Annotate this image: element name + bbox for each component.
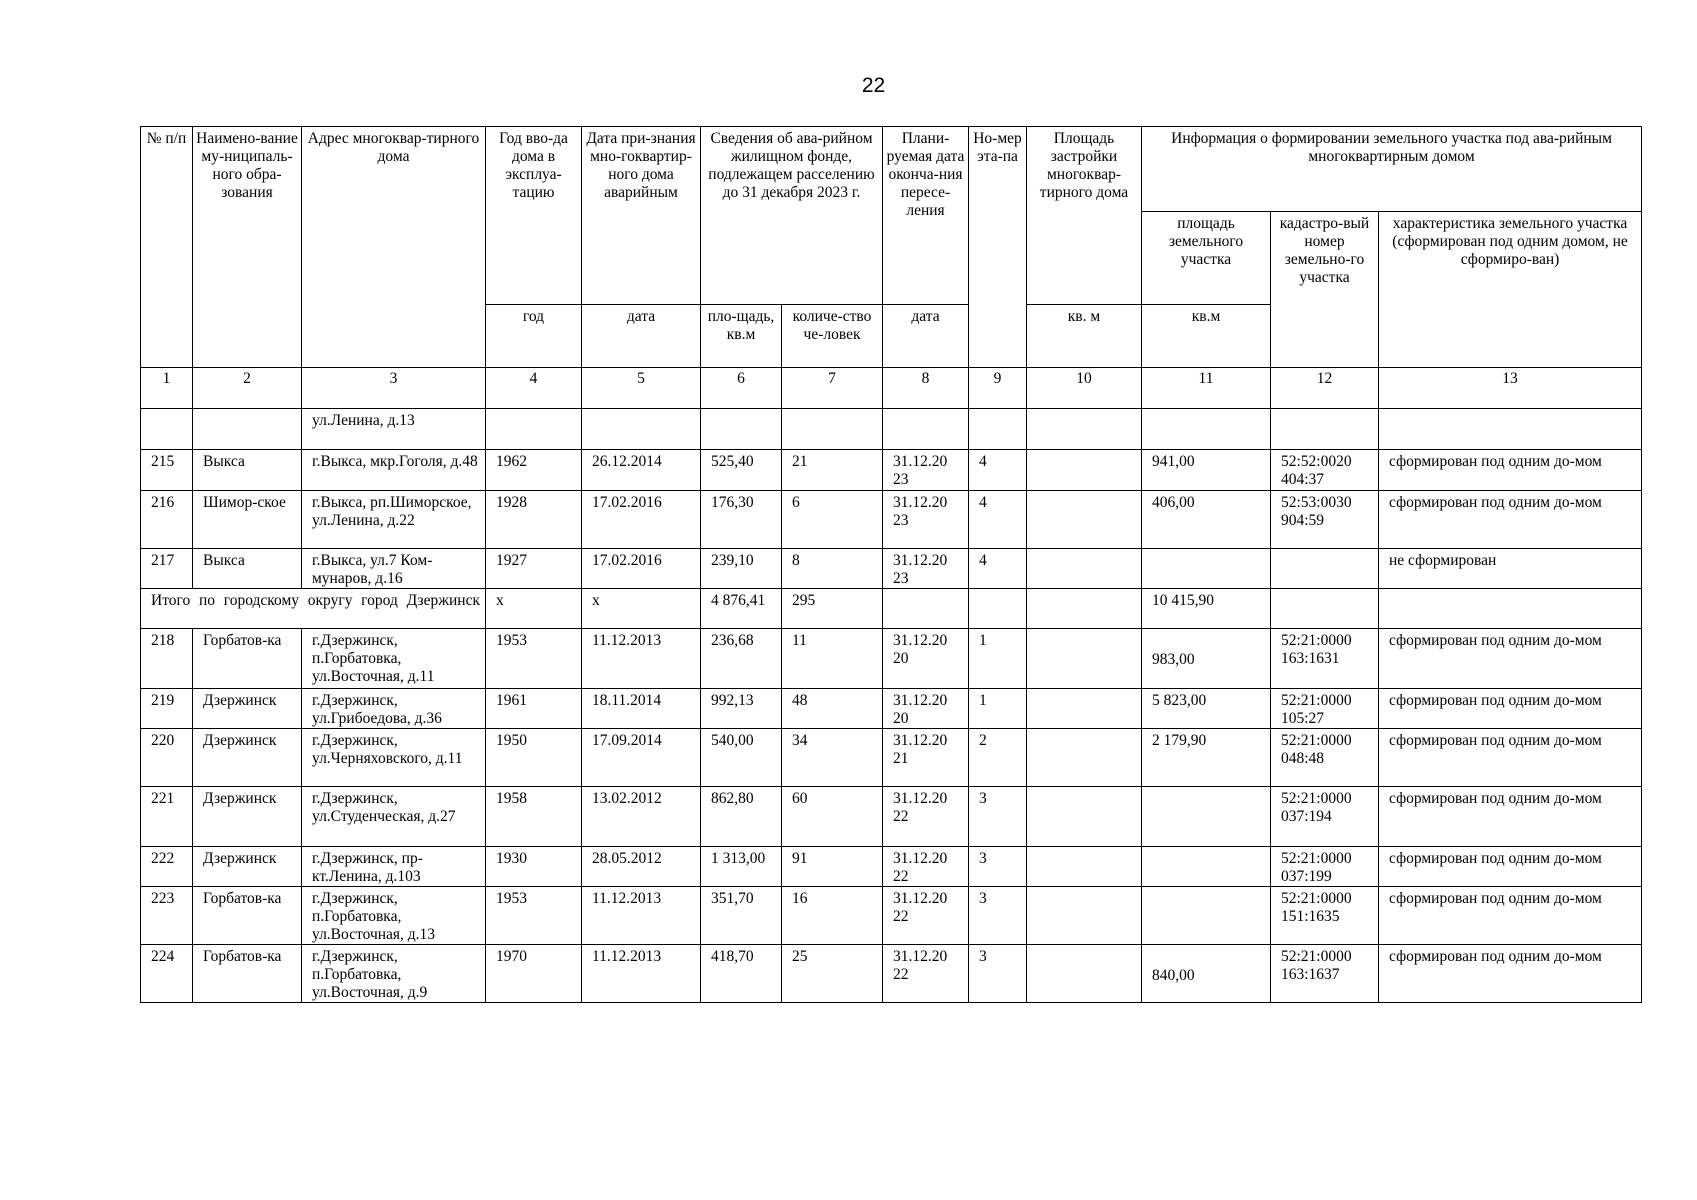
row-number: 223 bbox=[141, 887, 193, 945]
cadastral-number: 52:21:0000 037:194 bbox=[1271, 787, 1379, 847]
stage-number: 1 bbox=[969, 689, 1027, 729]
recognition-date: 13.02.2012 bbox=[582, 787, 701, 847]
table-body bbox=[141, 368, 1642, 1003]
recognition-date: 18.11.2014 bbox=[582, 689, 701, 729]
table-row bbox=[141, 729, 1642, 787]
unit-plan-date: дата bbox=[883, 305, 969, 368]
built-area bbox=[1027, 629, 1142, 689]
housing-area: 236,68 bbox=[701, 629, 782, 689]
recognition-date: 17.09.2014 bbox=[582, 729, 701, 787]
land-area bbox=[1142, 847, 1271, 887]
empty-cell bbox=[782, 409, 883, 450]
municipality: Выкса bbox=[193, 450, 302, 491]
table-row bbox=[141, 887, 1642, 945]
land-area: 983,00 bbox=[1142, 629, 1271, 689]
recognition-date: 17.02.2016 bbox=[582, 549, 701, 589]
empty-cell bbox=[883, 409, 969, 450]
empty-cell bbox=[883, 589, 969, 629]
cadastral-number: 52:21:0000 037:199 bbox=[1271, 847, 1379, 887]
municipality: Дзержинск bbox=[193, 729, 302, 787]
column-number: 13 bbox=[1379, 368, 1642, 409]
total-year: х bbox=[486, 589, 582, 629]
land-area: 5 823,00 bbox=[1142, 689, 1271, 729]
address: г.Дзержинск, п.Горбатовка, ул.Восточная, д.9 bbox=[302, 945, 486, 1003]
housing-area: 239,10 bbox=[701, 549, 782, 589]
unit-built-area: кв. м bbox=[1027, 305, 1142, 368]
planned-date: 31.12.20 20 bbox=[883, 689, 969, 729]
stage-number: 3 bbox=[969, 945, 1027, 1003]
total-row bbox=[141, 589, 1642, 629]
housing-area: 862,80 bbox=[701, 787, 782, 847]
empty-cell bbox=[1379, 409, 1642, 450]
people-count: 60 bbox=[782, 787, 883, 847]
column-number: 3 bbox=[302, 368, 486, 409]
municipality: Шимор-ское bbox=[193, 491, 302, 549]
land-area: 406,00 bbox=[1142, 491, 1271, 549]
empty-cell bbox=[1271, 409, 1379, 450]
housing-area: 992,13 bbox=[701, 689, 782, 729]
year-built: 1950 bbox=[486, 729, 582, 787]
recognition-date: 11.12.2013 bbox=[582, 629, 701, 689]
housing-area: 351,70 bbox=[701, 887, 782, 945]
recognition-date: 11.12.2013 bbox=[582, 887, 701, 945]
land-area bbox=[1142, 887, 1271, 945]
table-row bbox=[141, 491, 1642, 549]
land-characteristic: сформирован под одним до-мом bbox=[1379, 887, 1642, 945]
header-stage: Но-мер эта-па bbox=[969, 127, 1027, 368]
municipality: Горбатов-ка bbox=[193, 629, 302, 689]
cadastral-number: 52:21:0000 151:1635 bbox=[1271, 887, 1379, 945]
row-number: 224 bbox=[141, 945, 193, 1003]
empty-cell bbox=[1027, 409, 1142, 450]
cadastral-number: 52:52:0020 404:37 bbox=[1271, 450, 1379, 491]
built-area bbox=[1027, 945, 1142, 1003]
header-planned-date: Плани-руемая дата оконча-ния пересе-ления bbox=[883, 127, 969, 305]
continuation-address: ул.Ленина, д.13 bbox=[302, 409, 486, 450]
housing-area: 525,40 bbox=[701, 450, 782, 491]
land-area: 840,00 bbox=[1142, 945, 1271, 1003]
built-area bbox=[1027, 491, 1142, 549]
stage-number: 2 bbox=[969, 729, 1027, 787]
cadastral-number: 52:21:0000 048:48 bbox=[1271, 729, 1379, 787]
land-area: 2 179,90 bbox=[1142, 729, 1271, 787]
table-row bbox=[141, 847, 1642, 887]
year-built: 1962 bbox=[486, 450, 582, 491]
table-row bbox=[141, 629, 1642, 689]
housing-area: 176,30 bbox=[701, 491, 782, 549]
cadastral-number: 52:21:0000 163:1637 bbox=[1271, 945, 1379, 1003]
year-built: 1927 bbox=[486, 549, 582, 589]
column-number: 12 bbox=[1271, 368, 1379, 409]
built-area bbox=[1027, 787, 1142, 847]
column-number: 5 bbox=[582, 368, 701, 409]
land-characteristic: сформирован под одним до-мом bbox=[1379, 847, 1642, 887]
column-number: 10 bbox=[1027, 368, 1142, 409]
continuation-row bbox=[141, 409, 1642, 450]
empty-cell bbox=[969, 589, 1027, 629]
header-land-char: характеристика земельного участка (сформирован под одним домом, не сформиро-ван) bbox=[1379, 212, 1642, 368]
column-number: 2 bbox=[193, 368, 302, 409]
people-count: 34 bbox=[782, 729, 883, 787]
cadastral-number: 52:53:0030 904:59 bbox=[1271, 491, 1379, 549]
municipality: Дзержинск bbox=[193, 787, 302, 847]
column-number: 6 bbox=[701, 368, 782, 409]
address: г.Выкса, мкр.Гоголя, д.48 bbox=[302, 450, 486, 491]
year-built: 1970 bbox=[486, 945, 582, 1003]
row-number: 221 bbox=[141, 787, 193, 847]
municipality: Дзержинск bbox=[193, 689, 302, 729]
year-built: 1928 bbox=[486, 491, 582, 549]
empty-cell bbox=[582, 409, 701, 450]
land-area bbox=[1142, 549, 1271, 589]
people-count: 16 bbox=[782, 887, 883, 945]
built-area bbox=[1027, 847, 1142, 887]
address: г.Дзержинск, п.Горбатовка, ул.Восточная, д.13 bbox=[302, 887, 486, 945]
empty-cell bbox=[486, 409, 582, 450]
built-area bbox=[1027, 887, 1142, 945]
housing-area: 418,70 bbox=[701, 945, 782, 1003]
land-characteristic: не сформирован bbox=[1379, 549, 1642, 589]
column-number: 4 bbox=[486, 368, 582, 409]
planned-date: 31.12.20 23 bbox=[883, 549, 969, 589]
table-row bbox=[141, 787, 1642, 847]
total-area: 4 876,41 bbox=[701, 589, 782, 629]
housing-area: 540,00 bbox=[701, 729, 782, 787]
row-number: 215 bbox=[141, 450, 193, 491]
built-area bbox=[1027, 689, 1142, 729]
people-count: 8 bbox=[782, 549, 883, 589]
planned-date: 31.12.20 20 bbox=[883, 629, 969, 689]
recognition-date: 11.12.2013 bbox=[582, 945, 701, 1003]
header-land-area: площадь земельного участка bbox=[1142, 212, 1271, 305]
unit-year: год bbox=[486, 305, 582, 368]
year-built: 1958 bbox=[486, 787, 582, 847]
row-number: 216 bbox=[141, 491, 193, 549]
header-municipality: Наимено-вание му-ниципаль-ного обра-зования bbox=[193, 127, 302, 368]
table-row bbox=[141, 945, 1642, 1003]
planned-date: 31.12.20 22 bbox=[883, 787, 969, 847]
planned-date: 31.12.20 23 bbox=[883, 450, 969, 491]
recognition-date: 28.05.2012 bbox=[582, 847, 701, 887]
stage-number: 1 bbox=[969, 629, 1027, 689]
planned-date: 31.12.20 22 bbox=[883, 887, 969, 945]
year-built: 1961 bbox=[486, 689, 582, 729]
recognition-date: 17.02.2016 bbox=[582, 491, 701, 549]
unit-people: количе-ство че-ловек bbox=[782, 305, 883, 368]
column-number: 8 bbox=[883, 368, 969, 409]
header-built-area: Площадь застройки многоквар-тирного дома bbox=[1027, 127, 1142, 305]
land-characteristic: сформирован под одним до-мом bbox=[1379, 787, 1642, 847]
header-housing-info: Сведения об ава-рийном жилищном фонде, подлежащем расселению до 31 декабря 2023 г. bbox=[701, 127, 883, 305]
municipality: Дзержинск bbox=[193, 847, 302, 887]
column-number-row bbox=[141, 368, 1642, 409]
municipality: Горбатов-ка bbox=[193, 945, 302, 1003]
land-area: 941,00 bbox=[1142, 450, 1271, 491]
people-count: 21 bbox=[782, 450, 883, 491]
built-area bbox=[1027, 549, 1142, 589]
land-characteristic: сформирован под одним до-мом bbox=[1379, 945, 1642, 1003]
table-row bbox=[141, 689, 1642, 729]
planned-date: 31.12.20 22 bbox=[883, 945, 969, 1003]
people-count: 48 bbox=[782, 689, 883, 729]
stage-number: 4 bbox=[969, 491, 1027, 549]
land-characteristic: сформирован под одним до-мом bbox=[1379, 491, 1642, 549]
address: г.Дзержинск, ул.Студенческая, д.27 bbox=[302, 787, 486, 847]
header-recognition-date: Дата при-знания мно-гоквартир-ного дома аварийным bbox=[582, 127, 701, 305]
unit-land-area: кв.м bbox=[1142, 305, 1271, 368]
empty-cell bbox=[1027, 589, 1142, 629]
empty-cell bbox=[141, 409, 193, 450]
address: г.Дзержинск, пр-кт.Ленина, д.103 bbox=[302, 847, 486, 887]
total-label: Итого по городскому округу город Дзержинск bbox=[141, 589, 486, 629]
header-cadastral: кадастро-вый номер земельно-го участка bbox=[1271, 212, 1379, 368]
land-characteristic: сформирован под одним до-мом bbox=[1379, 450, 1642, 491]
total-people: 295 bbox=[782, 589, 883, 629]
empty-cell bbox=[193, 409, 302, 450]
people-count: 6 bbox=[782, 491, 883, 549]
built-area bbox=[1027, 729, 1142, 787]
year-built: 1953 bbox=[486, 629, 582, 689]
header-land-info: Информация о формировании земельного участка под ава-рийным многоквартирным домом bbox=[1142, 127, 1642, 212]
recognition-date: 26.12.2014 bbox=[582, 450, 701, 491]
municipality: Выкса bbox=[193, 549, 302, 589]
land-characteristic: сформирован под одним до-мом bbox=[1379, 689, 1642, 729]
people-count: 11 bbox=[782, 629, 883, 689]
header-year: Год вво-да дома в эксплуа-тацию bbox=[486, 127, 582, 305]
stage-number: 3 bbox=[969, 787, 1027, 847]
column-number: 9 bbox=[969, 368, 1027, 409]
stage-number: 4 bbox=[969, 450, 1027, 491]
address: г.Дзержинск, ул.Грибоедова, д.36 bbox=[302, 689, 486, 729]
cadastral-number: 52:21:0000 105:27 bbox=[1271, 689, 1379, 729]
land-area bbox=[1142, 787, 1271, 847]
cadastral-number bbox=[1271, 549, 1379, 589]
unit-date: дата bbox=[582, 305, 701, 368]
page-number: 22 bbox=[861, 74, 886, 97]
people-count: 91 bbox=[782, 847, 883, 887]
column-number: 1 bbox=[141, 368, 193, 409]
built-area bbox=[1027, 450, 1142, 491]
land-characteristic: сформирован под одним до-мом bbox=[1379, 729, 1642, 787]
emergency-housing-table bbox=[140, 126, 1642, 1003]
unit-area: пло-щадь, кв.м bbox=[701, 305, 782, 368]
municipality: Горбатов-ка bbox=[193, 887, 302, 945]
table-row bbox=[141, 450, 1642, 491]
cadastral-number: 52:21:0000 163:1631 bbox=[1271, 629, 1379, 689]
year-built: 1953 bbox=[486, 887, 582, 945]
stage-number: 3 bbox=[969, 887, 1027, 945]
row-number: 220 bbox=[141, 729, 193, 787]
column-number: 11 bbox=[1142, 368, 1271, 409]
housing-area: 1 313,00 bbox=[701, 847, 782, 887]
empty-cell bbox=[969, 409, 1027, 450]
planned-date: 31.12.20 23 bbox=[883, 491, 969, 549]
empty-cell bbox=[701, 409, 782, 450]
total-land-area: 10 415,90 bbox=[1142, 589, 1271, 629]
total-date: х bbox=[582, 589, 701, 629]
people-count: 25 bbox=[782, 945, 883, 1003]
stage-number: 3 bbox=[969, 847, 1027, 887]
row-number: 219 bbox=[141, 689, 193, 729]
header-number: № п/п bbox=[141, 127, 193, 368]
table-header bbox=[141, 127, 1642, 368]
table-row bbox=[141, 549, 1642, 589]
year-built: 1930 bbox=[486, 847, 582, 887]
column-number: 7 bbox=[782, 368, 883, 409]
row-number: 222 bbox=[141, 847, 193, 887]
empty-cell bbox=[1142, 409, 1271, 450]
stage-number: 4 bbox=[969, 549, 1027, 589]
address: г.Выкса, ул.7 Ком-мунаров, д.16 bbox=[302, 549, 486, 589]
empty-cell bbox=[1379, 589, 1642, 629]
planned-date: 31.12.20 21 bbox=[883, 729, 969, 787]
address: г.Выкса, рп.Шиморское, ул.Ленина, д.22 bbox=[302, 491, 486, 549]
empty-cell bbox=[1271, 589, 1379, 629]
header-address: Адрес многоквар-тирного дома bbox=[302, 127, 486, 368]
address: г.Дзержинск, ул.Черняховского, д.11 bbox=[302, 729, 486, 787]
row-number: 218 bbox=[141, 629, 193, 689]
row-number: 217 bbox=[141, 549, 193, 589]
land-characteristic: сформирован под одним до-мом bbox=[1379, 629, 1642, 689]
planned-date: 31.12.20 22 bbox=[883, 847, 969, 887]
address: г.Дзержинск, п.Горбатовка, ул.Восточная, д.11 bbox=[302, 629, 486, 689]
